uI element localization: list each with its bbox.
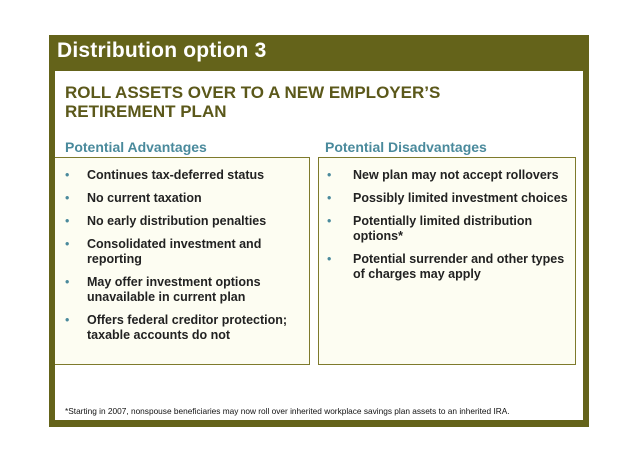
- advantage-text: May offer investment options unavailable in current plan: [87, 275, 261, 304]
- disadvantages-box: [318, 157, 576, 365]
- advantages-heading: Potential Advantages: [65, 139, 207, 155]
- content-panel: [55, 71, 583, 420]
- bullet-icon: •: [65, 275, 70, 289]
- advantage-text: Consolidated investment and reporting: [87, 237, 262, 266]
- bullet-icon: •: [65, 237, 70, 251]
- advantage-text: No current taxation: [87, 191, 202, 205]
- disadvantage-text: Possibly limited investment choices: [353, 191, 568, 205]
- disadvantage-text: New plan may not accept rollovers: [353, 168, 559, 182]
- advantage-item: [65, 275, 305, 305]
- advantage-item: [65, 237, 305, 267]
- advantage-item: [65, 168, 305, 183]
- advantage-item: [65, 214, 305, 229]
- advantages-list: [65, 168, 305, 351]
- bullet-icon: •: [327, 252, 332, 266]
- slide-heading: [65, 83, 525, 121]
- advantage-item: [65, 191, 305, 206]
- bullet-icon: •: [65, 168, 70, 182]
- bullet-icon: •: [327, 191, 332, 205]
- bullet-icon: •: [327, 168, 332, 182]
- slide-heading-line-1: ROLL ASSETS OVER TO A NEW EMPLOYER’S: [65, 83, 441, 102]
- bullet-icon: •: [65, 214, 70, 228]
- disadvantages-list: [327, 168, 571, 290]
- disadvantage-item: [327, 214, 571, 244]
- bullet-icon: •: [65, 191, 70, 205]
- disadvantage-item: [327, 252, 571, 282]
- advantage-text: Offers federal creditor protection; taxable accounts do not: [87, 313, 288, 342]
- disadvantages-heading: Potential Disadvantages: [325, 139, 487, 155]
- slide-heading-line-2: RETIREMENT PLAN: [65, 102, 227, 121]
- advantage-item: [65, 313, 305, 343]
- slide-frame: [49, 35, 589, 427]
- advantages-box: [55, 157, 310, 365]
- disadvantage-item: [327, 168, 571, 183]
- advantage-text: No early distribution penalties: [87, 214, 267, 228]
- disadvantage-item: [327, 191, 571, 206]
- advantage-text: Continues tax-deferred status: [87, 168, 265, 182]
- disadvantage-text: Potentially limited distribution options*: [353, 214, 533, 243]
- bullet-icon: •: [65, 313, 70, 327]
- bullet-icon: •: [327, 214, 332, 228]
- disadvantage-text: Potential surrender and other types of charges may apply: [353, 252, 565, 281]
- slide-title: Distribution option 3: [57, 39, 267, 62]
- footnote: *Starting in 2007, nonspouse beneficiaries may now roll over inherited workplace savings plan assets to an inherited IRA.: [65, 406, 510, 416]
